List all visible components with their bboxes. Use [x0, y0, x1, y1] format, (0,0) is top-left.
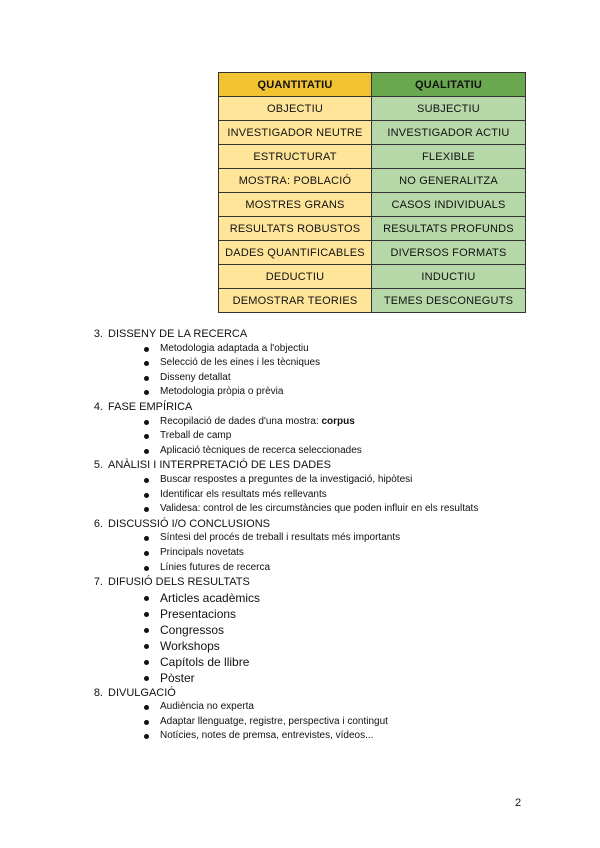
quantitative-cell: RESULTATS ROBUSTOS: [219, 217, 372, 241]
list-item: Selecció de les eines i les tècniques: [145, 356, 587, 371]
section-number: 4.: [93, 400, 103, 413]
table-row: [219, 121, 526, 145]
section-design: [87, 327, 587, 400]
table-row: [219, 169, 526, 193]
quantitative-cell: DADES QUANTIFICABLES: [219, 241, 372, 265]
section-outreach: [87, 686, 587, 744]
section-number: 5.: [93, 459, 103, 472]
list-item: Adaptar llenguatge, registre, perspectiva i contingut: [145, 715, 587, 730]
list-item: Capítols de llibre: [145, 654, 587, 670]
table-row: [219, 97, 526, 121]
section-dissemination: [87, 575, 587, 686]
table-row: [219, 217, 526, 241]
list-item: Metodologia adaptada a l'objectiu: [145, 342, 587, 357]
quantitative-cell: DEMOSTRAR TEORIES: [219, 289, 372, 313]
page-number: 2: [515, 797, 522, 809]
list-item: Presentacions: [145, 606, 587, 622]
list-item: Congressos: [145, 622, 587, 638]
list-item: Metodologia pròpia o prèvia: [145, 385, 587, 400]
table-row: [219, 241, 526, 265]
section-items: [108, 415, 587, 459]
section-items: [108, 473, 587, 517]
list-item: Línies futures de recerca: [145, 561, 587, 576]
qualitative-cell: NO GENERALITZA: [372, 169, 526, 193]
list-item-text: Recopilació de dades d'una mostra:: [160, 415, 322, 427]
section-number: 7.: [93, 576, 103, 589]
qualitative-cell: SUBJECTIU: [372, 97, 526, 121]
list-item: Identificar els resultats més rellevants: [145, 488, 587, 503]
research-phases-list: [87, 327, 587, 744]
section-title: DIVULGACIÓ: [108, 686, 176, 699]
list-item: Treball de camp: [145, 429, 587, 444]
section-title: DISSENY DE LA RECERCA: [108, 328, 248, 340]
list-item: Validesa: control de les circumstàncies que poden influir en els resultats: [145, 502, 587, 517]
section-items: [108, 700, 587, 744]
section-title: DIFUSIÓ DELS RESULTATS: [108, 576, 250, 589]
table-row: [219, 289, 526, 313]
list-item: Aplicació tècniques de recerca seleccionades: [145, 444, 587, 459]
section-number: 6.: [93, 517, 103, 530]
qualitative-header: QUALITATIU: [372, 73, 526, 97]
qualitative-cell: FLEXIBLE: [372, 145, 526, 169]
quantitative-cell: OBJECTIU: [219, 97, 372, 121]
qualitative-cell: CASOS INDIVIDUALS: [372, 193, 526, 217]
list-item: Síntesi del procés de treball i resultats més importants: [145, 531, 587, 546]
quantitative-cell: INVESTIGADOR NEUTRE: [219, 121, 372, 145]
list-item: Principals novetats: [145, 546, 587, 561]
section-discussion: [87, 517, 587, 575]
list-item: Articles acadèmics: [145, 590, 587, 606]
list-item: Workshops: [145, 638, 587, 654]
quantitative-cell: MOSTRES GRANS: [219, 193, 372, 217]
emphasis-corpus: corpus: [321, 415, 355, 427]
list-item: [145, 415, 587, 430]
list-item: Pòster: [145, 670, 587, 686]
qualitative-cell: RESULTATS PROFUNDS: [372, 217, 526, 241]
section-title: FASE EMPÍRICA: [108, 400, 193, 413]
quantitative-cell: MOSTRA: POBLACIÓ: [219, 169, 372, 193]
list-item: Notícies, notes de premsa, entrevistes, vídeos...: [145, 729, 587, 744]
section-title: DISCUSSIÓ I/O CONCLUSIONS: [108, 517, 270, 530]
table-row: [219, 145, 526, 169]
quantitative-cell: DEDUCTIU: [219, 265, 372, 289]
section-items: [108, 590, 587, 686]
quantitative-cell: ESTRUCTURAT: [219, 145, 372, 169]
section-number: 3.: [93, 328, 103, 340]
qualitative-cell: DIVERSOS FORMATS: [372, 241, 526, 265]
table-row: [219, 193, 526, 217]
comparison-table: [218, 72, 526, 313]
section-empirical: [87, 400, 587, 458]
table-row: [219, 265, 526, 289]
list-item: Disseny detallat: [145, 371, 587, 386]
section-items: [108, 531, 587, 575]
section-title: ANÀLISI I INTERPRETACIÓ DE LES DADES: [108, 459, 331, 472]
list-item: Buscar respostes a preguntes de la investigació, hipòtesi: [145, 473, 587, 488]
qualitative-cell: TEMES DESCONEGUTS: [372, 289, 526, 313]
quantitative-header: QUANTITATIU: [219, 73, 372, 97]
section-items: [108, 342, 587, 400]
section-number: 8.: [93, 686, 103, 699]
table-header-row: [219, 73, 526, 97]
section-analysis: [87, 458, 587, 516]
qualitative-cell: INVESTIGADOR ACTIU: [372, 121, 526, 145]
qualitative-cell: INDUCTIU: [372, 265, 526, 289]
list-item: Audiència no experta: [145, 700, 587, 715]
